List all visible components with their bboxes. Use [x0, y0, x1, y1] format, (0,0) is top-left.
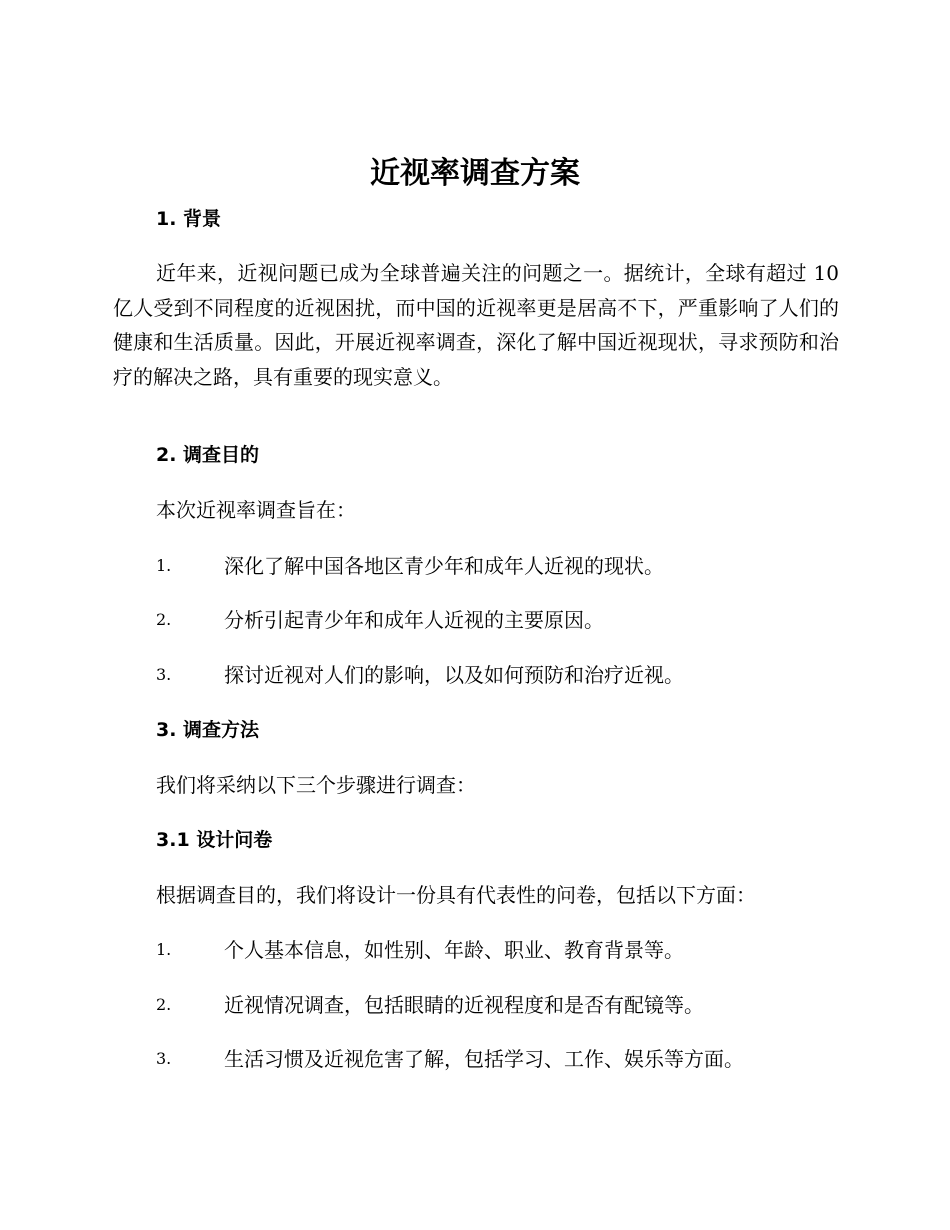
list-item [156, 935, 856, 965]
list-item [156, 990, 856, 1020]
list-item-number: 2. [156, 610, 172, 629]
list-item-number: 2. [156, 995, 172, 1014]
section-heading-background: 1. 背景 [156, 208, 222, 230]
list-item [156, 660, 856, 690]
list-item-number: 3. [156, 665, 172, 684]
list-item-number: 3. [156, 1049, 172, 1068]
list-item-text: 生活习惯及近视危害了解，包括学习、工作、娱乐等方面。 [224, 1047, 744, 1071]
list-item-text: 分析引起青少年和成年人近视的主要原因。 [224, 608, 604, 632]
questionnaire-intro: 根据调查目的，我们将设计一份具有代表性的问卷，包括以下方面： [156, 883, 756, 907]
section-heading-purpose: 2. 调查目的 [156, 444, 260, 466]
list-item-text: 个人基本信息，如性别、年龄、职业、教育背景等。 [224, 938, 684, 962]
list-item [156, 1044, 856, 1074]
list-item-text: 近视情况调查，包括眼睛的近视程度和是否有配镜等。 [224, 993, 704, 1017]
section-heading-method: 3. 调查方法 [156, 719, 260, 741]
list-item [156, 605, 856, 635]
purpose-intro: 本次近视率调查旨在： [156, 498, 356, 522]
list-item-text: 深化了解中国各地区青少年和成年人近视的现状。 [224, 554, 664, 578]
section-heading-questionnaire: 3.1 设计问卷 [156, 829, 273, 851]
document-title: 近视率调查方案 [370, 156, 580, 191]
list-item-number: 1. [156, 940, 172, 959]
list-item [156, 551, 856, 581]
list-item-number: 1. [156, 556, 172, 575]
method-intro: 我们将采纳以下三个步骤进行调查： [156, 773, 476, 797]
list-item-text: 探讨近视对人们的影响，以及如何预防和治疗近视。 [224, 663, 684, 687]
background-paragraph: 近年来，近视问题已成为全球普遍关注的问题之一。据统计，全球有超过 10 亿人受到不同程度的近视困扰，而中国的近视率更是居高不下，严重影响了人们的健康和生活质量。因此，开展近视率调查，深化了解中国近视现状，寻求预防和治疗的解决之路，具有重要的现实意义。 [113, 261, 839, 390]
